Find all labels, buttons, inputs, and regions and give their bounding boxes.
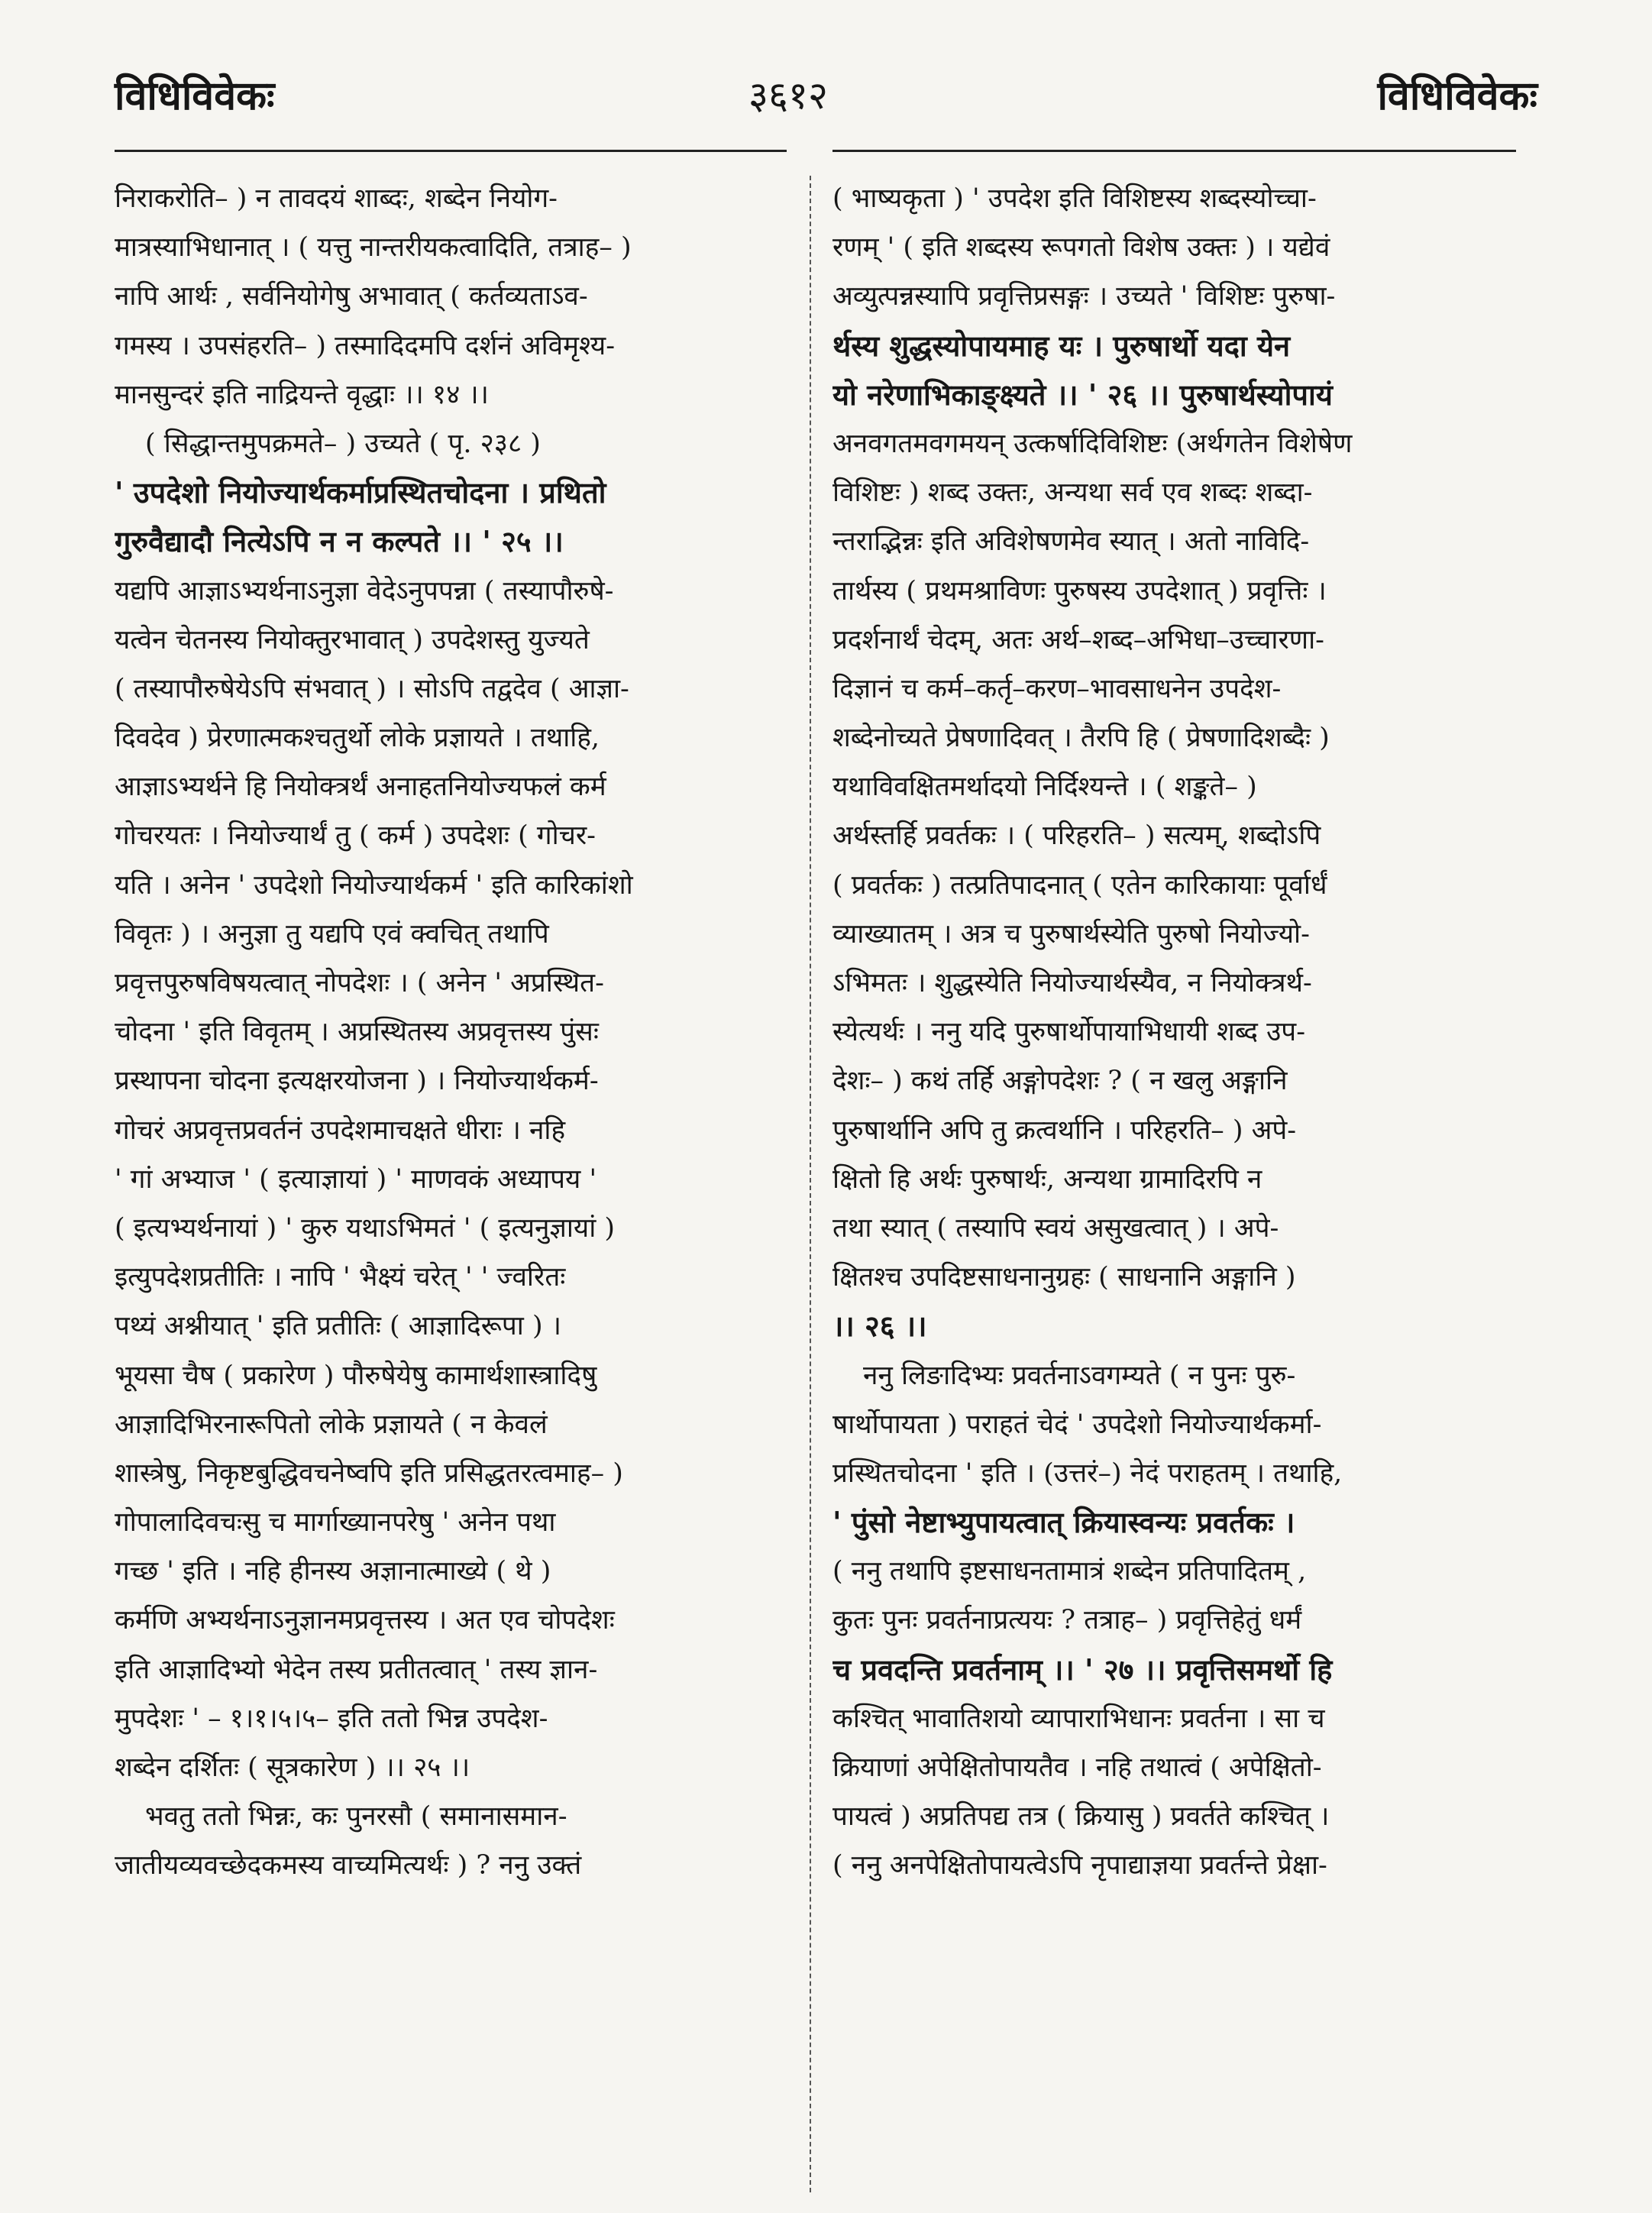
running-title-left: विधिविवेकः	[115, 73, 275, 119]
header-rule-right	[832, 150, 1516, 152]
text-line: क्रियाणां अपेक्षितोपायतैव । नहि तथात्वं ( अपेक्षितो-	[832, 1752, 1322, 1783]
text-line: ऽभिमतः । शुद्धस्येति नियोज्यार्थस्यैव, न नियोक्त्रर्थ-	[832, 968, 1312, 998]
text-line: पायत्वं ) अप्रतिपद्य तत्र ( क्रियासु ) प्रवर्तते कश्चित् ।	[832, 1801, 1330, 1833]
running-title-right: विधिविवेकः	[1377, 73, 1537, 119]
text-line: ( इत्यभ्यर्थनायां ) ' कुरु यथाऽभिमतं ' ( इत्यनुज्ञायां )	[115, 1212, 616, 1244]
text-line: ' गां अभ्याज ' ( इत्याज्ञायां ) ' माणवकं अध्यापय '	[115, 1163, 597, 1195]
text-line: प्रवृत्तपुरुषविषयत्वात् नोपदेशः । ( अनेन ' अप्रस्थित-	[115, 968, 604, 998]
text-line: यत्वेन चेतनस्य नियोक्तुरभावात् ) उपदेशस्तु युज्यते	[115, 624, 590, 655]
text-line: ( भाष्यकृता ) ' उपदेश इति विशिष्टस्य शब्दस्योच्चा-	[832, 183, 1317, 214]
text-line: आज्ञादिभिरनारूपितो लोके प्रज्ञायते ( न केवलं	[115, 1409, 548, 1440]
page-number: ३६१२	[748, 73, 828, 118]
text-line: गोपालादिवचःसु च मार्गाख्यानपरेषु ' अनेन पथा	[115, 1507, 556, 1538]
text-line: गोचरयतः । नियोज्यार्थं तु ( कर्म ) उपदेशः ( गोचर-	[115, 820, 596, 852]
text-line: शब्देन दर्शितः ( सूत्रकारेण ) ।। २५ ।।	[115, 1752, 470, 1783]
text-line: प्रस्थितचोदना ' इति । (उत्तरं–) नेदं पराहतम् । तथाहि,	[832, 1458, 1343, 1489]
text-line: गोचरं अप्रवृत्तप्रवर्तनं उपदेशमाचक्षते धीराः । नहि	[115, 1115, 566, 1146]
text-line: मानसुन्दरं इति नाद्रियन्ते वृद्धाः ।। १४ ।।	[115, 379, 489, 410]
text-line: च प्रवदन्ति प्रवर्तनाम् ।। ' २७ ।। प्रवृत्तिसमर्थो हि	[832, 1652, 1333, 1687]
text-line: ' पुंसो नेष्टाभ्युपायत्वात् क्रियास्वन्यः प्रवर्तकः ।	[832, 1505, 1295, 1540]
text-line: ( ननु तथापि इष्टसाधनतामात्रं शब्देन प्रतिपादितम् ,	[832, 1556, 1307, 1587]
text-line: कश्चित् भावातिशयो व्यापाराभिधानः प्रवर्तना । सा च	[832, 1703, 1325, 1734]
text-line: अनवगतमवगमयन् उत्कर्षादिविशिष्टः (अर्थगतेन विशेषेण	[832, 428, 1353, 459]
text-line: विवृतः ) । अनुज्ञा तु यद्यपि एवं क्वचित् तथापि	[115, 918, 549, 950]
text-line: विशिष्टः ) शब्द उक्तः, अन्यथा सर्व एव शब्दः शब्दा-	[832, 477, 1313, 509]
text-line: नापि आर्थः , सर्वनियोगेषु अभावात् ( कर्तव्यताऽव-	[115, 281, 588, 312]
text-line: ( प्रवर्तकः ) तत्प्रतिपादनात् ( एतेन कारिकायाः पूर्वार्धं	[832, 869, 1327, 901]
text-line: प्रदर्शनार्थं चेदम्, अतः अर्थ–शब्द–अभिधा–उच्चारणा-	[832, 624, 1324, 655]
text-line: गुरुवैद्यादौ नित्येऽपि न न कल्पते ।। ' २५ ।।	[115, 524, 564, 559]
left-column	[115, 174, 787, 1891]
text-line: भवतु ततो भिन्नः, कः पुनरसौ ( समानासमान-	[145, 1801, 567, 1833]
text-line: कर्मणि अभ्यर्थनाऽनुज्ञानमप्रवृत्तस्य । अत एव चोपदेशः	[115, 1605, 615, 1636]
text-line: न्तराद्भिन्नः इति अविशेषणमेव स्यात् । अतो नाविदि-	[832, 526, 1310, 558]
text-line: व्याख्यातम् । अत्र च पुरुषार्थस्येति पुरुषो नियोज्यो-	[832, 918, 1310, 950]
header-rule-left	[115, 150, 787, 152]
text-line: पथ्यं अश्नीयात् ' इति प्रतीतिः ( आज्ञादिरूपा ) ।	[115, 1311, 562, 1342]
text-line: भूयसा चैष ( प्रकारेण ) पौरुषेयेषु कामार्थशास्त्रादिषु	[115, 1360, 597, 1391]
text-line: यो नरेणाभिकाङ्क्ष्यते ।। ' २६ ।। पुरुषार्थस्योपायं	[832, 377, 1333, 412]
text-line: र्थस्य शुद्धस्योपायमाह यः । पुरुषार्थो यदा येन	[832, 328, 1291, 363]
text-line: इति आज्ञादिभ्यो भेदेन तस्य प्रतीतत्वात् ' तस्य ज्ञान-	[115, 1654, 598, 1685]
text-line: आज्ञाऽभ्यर्थने हि नियोक्त्रर्थं अनाहतनियोज्यफलं कर्म	[115, 772, 606, 803]
text-line: प्रस्थापना चोदना इत्यक्षरयोजना ) । नियोज्यार्थकर्म-	[115, 1066, 599, 1097]
text-line: अर्थस्तर्हि प्रवर्तकः । ( परिहरति– ) सत्यम्, शब्दोऽपि	[832, 820, 1321, 852]
text-line: मात्रस्याभिधानात् । ( यत्तु नान्तरीयकत्वादिति, तत्राह– )	[115, 232, 632, 264]
text-line: तथा स्यात् ( तस्यापि स्वयं असुखत्वात् ) । अपे-	[832, 1212, 1279, 1244]
text-line: क्षितो हि अर्थः पुरुषार्थः, अन्यथा ग्रामादिरपि न	[832, 1163, 1262, 1195]
text-line: मुपदेशः ' – १।१।५।५– इति ततो भिन्न उपदेश-	[115, 1703, 548, 1734]
column-divider	[810, 176, 811, 2192]
text-line: दिवदेव ) प्रेरणात्मकश्चतुर्थो लोके प्रज्ञायते । तथाहि,	[115, 723, 600, 754]
text-line: शास्त्रेषु, निकृष्टबुद्धिवचनेष्वपि इति प्रसिद्धतरत्वमाह– )	[115, 1458, 623, 1489]
text-line: षार्थोपायता ) पराहतं चेदं ' उपदेशो नियोज्यार्थकर्मा-	[832, 1409, 1322, 1440]
text-line: यथाविवक्षितमर्थादयो निर्दिश्यन्ते । ( शङ्कते– )	[832, 772, 1257, 803]
text-line: ।। २६ ।।	[832, 1309, 927, 1344]
text-line: ( तस्यापौरुषेयेऽपि संभवात् ) । सोऽपि तद्वदेव ( आज्ञा-	[115, 673, 629, 704]
text-line: ( ननु अनपेक्षितोपायत्वेऽपि नृपाद्याज्ञया प्रवर्तन्ते प्रेक्षा-	[832, 1850, 1327, 1881]
text-line: रणम् ' ( इति शब्दस्य रूपगतो विशेष उक्तः ) । यद्येवं	[832, 232, 1330, 264]
text-line: निराकरोति– ) न तावदयं शाब्दः, शब्देन नियोग-	[115, 183, 558, 214]
text-line: गमस्य । उपसंहरति– ) तस्मादिदमपि दर्शनं अविमृश्य-	[115, 330, 616, 361]
text-line: स्येत्यर्थः । ननु यदि पुरुषार्थोपायाभिधायी शब्द उप-	[832, 1017, 1306, 1048]
right-column	[832, 174, 1520, 1891]
text-line: शब्देनोच्यते प्रेषणादिवत् । तैरपि हि ( प्रेषणादिशब्दैः )	[832, 723, 1330, 754]
text-line: गच्छ ' इति । नहि हीनस्य अज्ञानात्माख्ये ( थे )	[115, 1556, 551, 1587]
text-line: यति । अनेन ' उपदेशो नियोज्यार्थकर्म ' इति कारिकांशो	[115, 869, 633, 901]
text-line: तार्थस्य ( प्रथमश्राविणः पुरुषस्य उपदेशात् ) प्रवृत्तिः ।	[832, 575, 1327, 607]
text-line: चोदना ' इति विवृतम् । अप्रस्थितस्य अप्रवृत्तस्य पुंसः	[115, 1017, 599, 1048]
text-line: क्षितश्च उपदिष्टसाधनानुग्रहः ( साधनानि अङ्गानि )	[832, 1262, 1296, 1293]
text-line: यद्यपि आज्ञाऽभ्यर्थनाऽनुज्ञा वेदेऽनुपपन्ना ( तस्यापौरुषे-	[115, 575, 614, 607]
text-line: अव्युत्पन्नस्यापि प्रवृत्तिप्रसङ्गः । उच्यते ' विशिष्टः पुरुषा-	[832, 281, 1336, 312]
text-line: इत्युपदेशप्रतीतिः । नापि ' भैक्ष्यं चरेत् ' ' ज्वरितः	[115, 1262, 566, 1293]
text-line: कुतः पुनः प्रवर्तनाप्रत्ययः ? तत्राह– ) प्रवृत्तिहेतुं धर्मं	[832, 1605, 1302, 1636]
text-line: ननु लिङादिभ्यः प्रवर्तनाऽवगम्यते ( न पुनः पुरु-	[863, 1360, 1296, 1391]
text-line: ( सिद्धान्तमुपक्रमते– ) उच्यते ( पृ. २३८ )	[145, 428, 541, 459]
text-line: पुरुषार्थानि अपि तु क्रत्वर्थानि । परिहरति– ) अपे-	[832, 1115, 1297, 1146]
text-line: देशः– ) कथं तर्हि अङ्गोपदेशः ? ( न खलु अङ्गानि	[832, 1066, 1288, 1097]
text-line: जातीयव्यवच्छेदकमस्य वाच्यमित्यर्थः ) ? ननु उक्तं	[115, 1850, 582, 1881]
text-line: ' उपदेशो नियोज्यार्थकर्माप्रस्थितचोदना । प्रथितो	[115, 475, 606, 510]
text-line: दिज्ञानं च कर्म–कर्तृ–करण–भावसाधनेन उपदेश-	[832, 673, 1282, 704]
